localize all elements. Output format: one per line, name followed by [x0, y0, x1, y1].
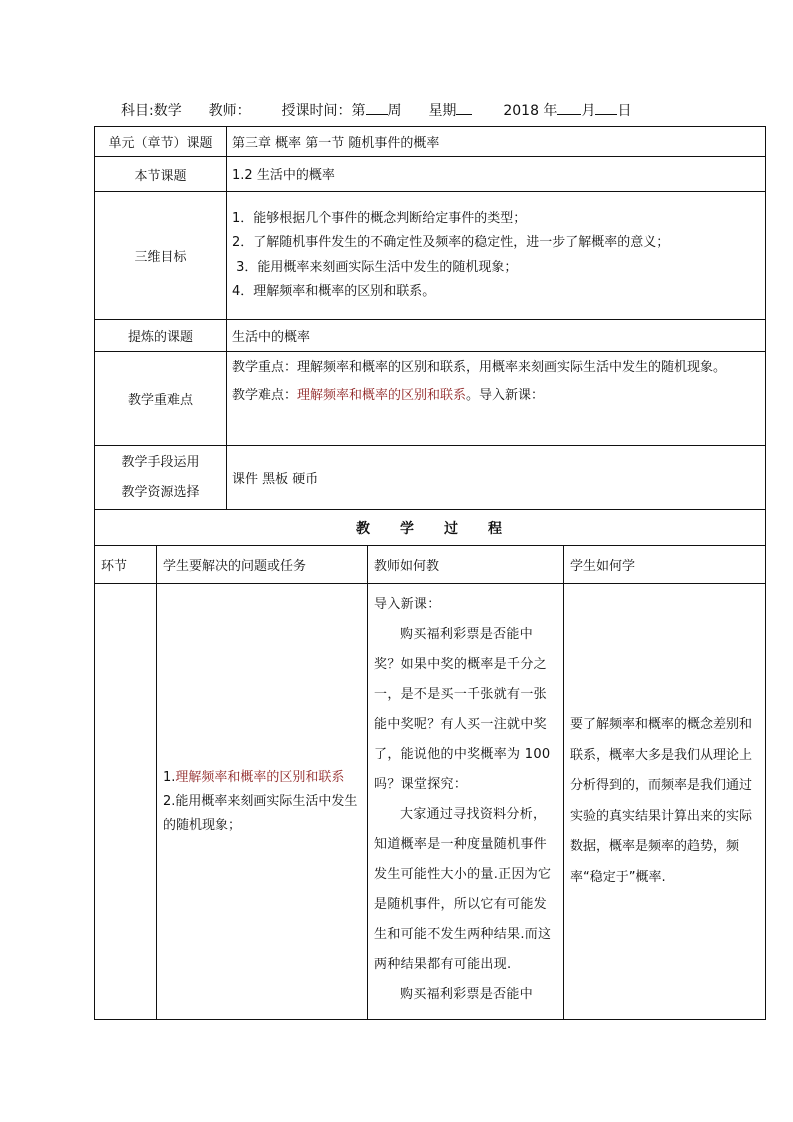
col-header-teacher: 教师如何教 — [368, 546, 564, 584]
weekday-blank — [456, 100, 472, 115]
key-points-label: 教学重难点 — [95, 352, 227, 446]
unit-label: 单元（章节）课题 — [95, 127, 227, 157]
process-header-row — [95, 546, 766, 584]
year-label: 2018 年 — [503, 103, 558, 119]
refined-value: 生活中的概率 — [227, 320, 766, 352]
col-header-task: 学生要解决的问题或任务 — [157, 546, 368, 584]
week-label: 周 — [387, 103, 402, 119]
month-blank — [557, 100, 581, 115]
col-header-stage: 环节 — [95, 546, 157, 584]
teacher-paragraph: 大家通过寻找资料分析，知道概率是一种度量随机事件发生可能性大小的量.正因为它是随机事件，所以它有可能发生和可能不发生两种结果.而这两种结果都有可能出现. — [374, 807, 552, 972]
lesson-plan-table — [94, 126, 766, 1020]
refined-row — [95, 320, 766, 352]
teacher-cell — [368, 584, 564, 1020]
topic-row — [95, 157, 766, 192]
means-row — [95, 446, 766, 510]
goals-label: 三维目标 — [95, 192, 227, 320]
goals-row — [95, 192, 766, 320]
process-title-row — [95, 510, 766, 546]
stage-cell — [95, 584, 157, 1020]
col-header-student: 学生如何学 — [564, 546, 766, 584]
weekday-label: 星期 — [428, 103, 457, 119]
means-label: 教学手段运用 教学资源选择 — [95, 446, 227, 510]
goal-item: 2．了解随机事件发生的不确定性及频率的稳定性，进一步了解概率的意义； — [232, 235, 670, 250]
task-cell — [157, 584, 368, 1020]
goals-list — [227, 192, 766, 320]
goal-item: 3．能用概率来刻画实际生活中发生的随机现象； — [232, 259, 518, 275]
week-blank — [366, 100, 388, 115]
topic-value: 1.2 生活中的概率 — [227, 157, 766, 192]
day-label: 日 — [617, 103, 632, 119]
difficulty-highlight: 理解频率和概率的区别和联系 — [297, 388, 467, 403]
unit-row — [95, 127, 766, 157]
day-blank — [595, 100, 617, 115]
header-line — [121, 100, 631, 120]
teaching-difficulty: 教学难点：理解频率和概率的区别和联系。导入新课： — [232, 388, 545, 403]
teaching-focus: 教学重点：理解频率和概率的区别和联系，用概率来刻画实际生活中发生的随机现象。 — [232, 360, 727, 375]
key-points-row — [95, 352, 766, 446]
month-label: 月 — [581, 103, 596, 119]
goal-item: 1．能够根据几个事件的概念判断给定事件的类型； — [232, 210, 527, 226]
teacher-paragraph: 购买福利彩票是否能中 — [400, 987, 534, 1002]
process-title: 教 学 过 程 — [95, 510, 766, 546]
student-cell: 要了解频率和概率的概念差别和联系，概率大多是我们从理论上分析得到的，而频率是我们通过实验的真实结果计算出来的实际数据，概率是频率的趋势，频率“稳定于”概率. — [564, 584, 766, 1020]
teacher-label: 教师： — [208, 103, 251, 119]
topic-label: 本节课题 — [95, 157, 227, 192]
teacher-paragraph: 购买福利彩票是否能中奖？如果中奖的概率是千分之一，是不是买一千张就有一张能中奖呢？有人买一注就中奖了，能说他的中奖概率为 100 吗？课堂探究： — [374, 627, 551, 792]
unit-value: 第三章 概率 第一节 随机事件的概率 — [227, 127, 766, 157]
key-points-content — [227, 352, 766, 446]
refined-label: 提炼的课题 — [95, 320, 227, 352]
process-content-row — [95, 584, 766, 1020]
task-item: 1.理解频率和概率的区别和联系 — [163, 769, 345, 785]
teacher-intro: 导入新课： — [374, 597, 441, 612]
subject-label: 科目:数学 — [121, 103, 182, 119]
time-label: 授课时间：第 — [281, 103, 366, 119]
means-value: 课件 黑板 硬币 — [227, 446, 766, 510]
task-item: 2.能用概率来刻画实际生活中发生的随机现象； — [163, 793, 358, 833]
goal-item: 4．理解频率和概率的区别和联系。 — [232, 284, 436, 299]
